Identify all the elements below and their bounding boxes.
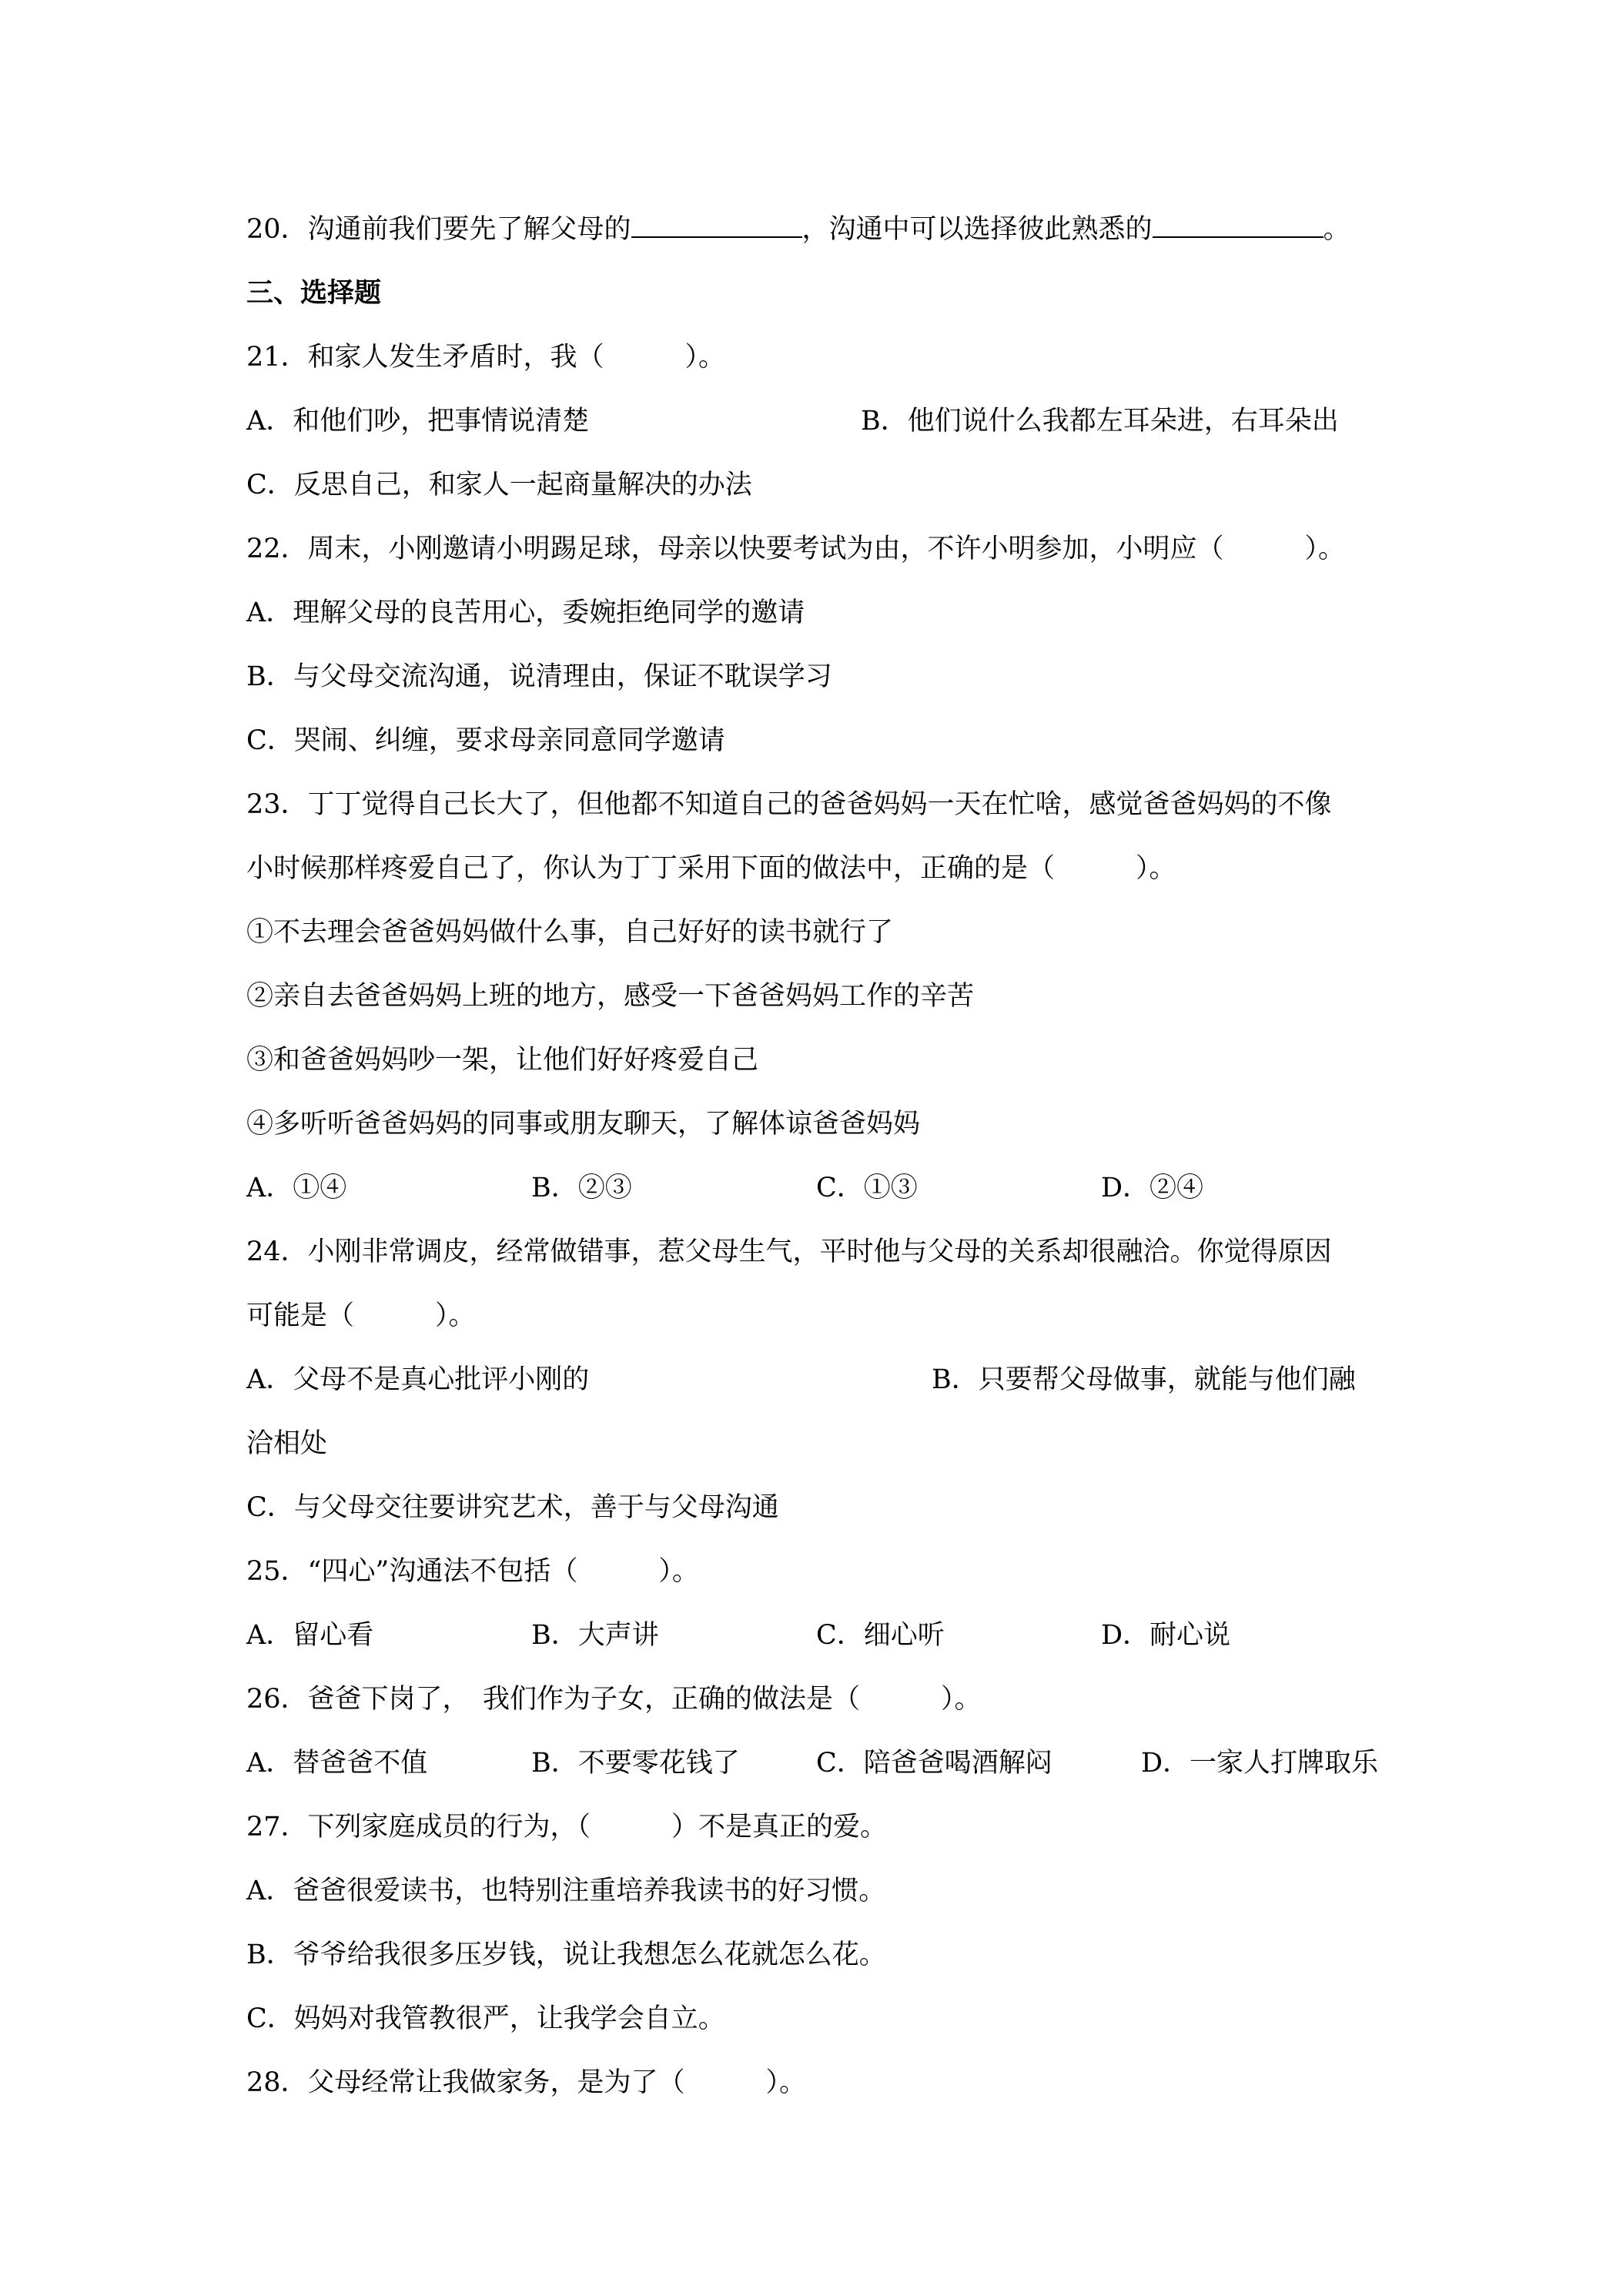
- question-20: [246, 213, 1350, 246]
- q20-text-1: 20．沟通前我们要先了解父母的: [246, 214, 631, 245]
- question-24-stem-line1: 24．小刚非常调皮，经常做错事，惹父母生气，平时他与父母的关系却很融洽。你觉得原因: [246, 1237, 1332, 1267]
- q24-option-b[interactable]: B．只要帮父母做事，就能与他们融: [932, 1364, 1356, 1395]
- q26-option-a[interactable]: A．替爸爸不值: [246, 1748, 428, 1779]
- q24-option-a[interactable]: A．父母不是真心批评小刚的: [246, 1364, 590, 1395]
- q26-option-b[interactable]: B．不要零花钱了: [531, 1748, 740, 1779]
- question-26-stem: 26．爸爸下岗了， 我们作为子女，正确的做法是（ ）。: [246, 1684, 982, 1715]
- q25-option-b[interactable]: B．大声讲: [531, 1620, 659, 1651]
- q24-option-c[interactable]: C．与父母交往要讲究艺术，善于与父母沟通: [246, 1492, 779, 1523]
- q24-option-b-continued[interactable]: 洽相处: [246, 1428, 328, 1459]
- q23-option-b[interactable]: B．②③: [531, 1173, 632, 1203]
- q23-statement-1: ①不去理会爸爸妈妈做什么事，自己好好的读书就行了: [246, 917, 894, 948]
- question-28-stem: 28．父母经常让我做家务，是为了（ ）。: [246, 2067, 807, 2098]
- question-21-stem: 21．和家人发生矛盾时，我（ ）。: [246, 342, 726, 373]
- q25-option-d[interactable]: D．耐心说: [1101, 1620, 1231, 1651]
- q23-option-a[interactable]: A．①④: [246, 1173, 347, 1203]
- q27-option-a[interactable]: A．爸爸很爱读书，也特别注重培养我读书的好习惯。: [246, 1876, 886, 1906]
- q25-option-c[interactable]: C．细心听: [816, 1620, 945, 1651]
- q20-blank-2[interactable]: [1153, 213, 1323, 238]
- question-23-stem-line1: 23．丁丁觉得自己长大了，但他都不知道自己的爸爸妈妈一天在忙啥，感觉爸爸妈妈的不像: [246, 789, 1332, 820]
- q23-statement-2: ②亲自去爸爸妈妈上班的地方，感受一下爸爸妈妈工作的辛苦: [246, 981, 975, 1012]
- q23-statement-4: ④多听听爸爸妈妈的同事或朋友聊天，了解体谅爸爸妈妈: [246, 1109, 921, 1140]
- question-27-stem: 27．下列家庭成员的行为，（ ）不是真正的爱。: [246, 1812, 888, 1842]
- q23-option-c[interactable]: C．①③: [816, 1173, 918, 1203]
- q20-text-3: 。: [1323, 214, 1350, 245]
- q20-text-2: ，沟通中可以选择彼此熟悉的: [801, 214, 1153, 245]
- q21-option-c[interactable]: C．反思自己，和家人一起商量解决的办法: [246, 470, 752, 500]
- q27-option-c[interactable]: C．妈妈对我管教很严，让我学会自立。: [246, 2003, 725, 2034]
- q26-option-d[interactable]: D．一家人打牌取乐: [1141, 1748, 1379, 1779]
- section-heading-choice: 三、选择题: [246, 278, 382, 309]
- q27-option-b[interactable]: B．爷爷给我很多压岁钱，说让我想怎么花就怎么花。: [246, 1940, 886, 1970]
- q22-option-b[interactable]: B．与父母交流沟通，说清理由，保证不耽误学习: [246, 661, 832, 692]
- q26-option-c[interactable]: C．陪爸爸喝酒解闷: [816, 1748, 1052, 1779]
- q21-option-b[interactable]: B．他们说什么我都左耳朵进，右耳朵出: [861, 406, 1339, 437]
- question-23-stem-line2: 小时候那样疼爱自己了，你认为丁丁采用下面的做法中，正确的是（ ）。: [246, 853, 1176, 884]
- q21-option-a[interactable]: A．和他们吵，把事情说清楚: [246, 406, 590, 437]
- q25-option-a[interactable]: A．留心看: [246, 1620, 374, 1651]
- q22-option-c[interactable]: C．哭闹、纠缠，要求母亲同意同学邀请: [246, 725, 725, 756]
- q20-blank-1[interactable]: [631, 213, 802, 238]
- q23-statement-3: ③和爸爸妈妈吵一架，让他们好好疼爱自己: [246, 1045, 759, 1076]
- question-24-stem-line2: 可能是（ ）。: [246, 1300, 476, 1331]
- q22-option-a[interactable]: A．理解父母的良苦用心，委婉拒绝同学的邀请: [246, 597, 805, 628]
- q23-option-d[interactable]: D．②④: [1101, 1173, 1204, 1203]
- question-25-stem: 25．“四心”沟通法不包括（ ）。: [246, 1556, 699, 1587]
- question-22-stem: 22．周末，小刚邀请小明踢足球，母亲以快要考试为由，不许小明参加，小明应（ ）。: [246, 534, 1346, 564]
